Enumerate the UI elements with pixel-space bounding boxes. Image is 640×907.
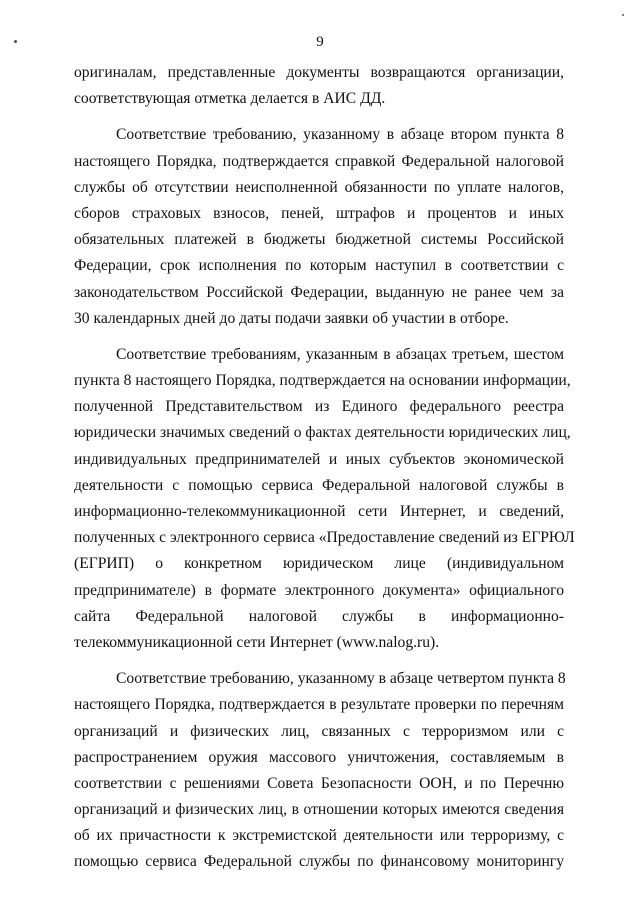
text-line: телекоммуникационной сети Интернет (www.nalog.ru). xyxy=(74,633,440,651)
paragraph-gap xyxy=(74,656,564,666)
page-number: 9 xyxy=(316,34,324,50)
text-line: деятельности с помощью сервиса Федеральной налоговой службы в xyxy=(74,476,564,494)
paragraph xyxy=(74,342,575,656)
scan-speck xyxy=(622,14,624,16)
text-line: юридически значимых сведений о фактах деятельности юридических лиц, xyxy=(74,424,571,442)
paragraph xyxy=(74,60,564,112)
text-line: организаций и физических лиц, связанных с терроризмом или с xyxy=(74,722,564,740)
text-line: настоящего Порядка, подтверждается в результате проверки по перечням xyxy=(74,696,564,714)
text-line: полученной Представительством из Единого федерального реестра xyxy=(74,398,564,416)
text-line: организаций и физических лиц, в отношении которых имеются сведения xyxy=(74,801,564,819)
paragraph-gap xyxy=(74,112,564,122)
text-line: (ЕГРИП) о конкретном юридическом лице (индивидуальном xyxy=(74,555,564,573)
text-line: помощью сервиса Федеральной службы по финансовому мониторингу xyxy=(74,853,564,871)
document-body xyxy=(74,60,575,876)
text-line: об их причастности к экстремистской деятельности или терроризму, с xyxy=(74,827,564,845)
text-line: соответствии с решениями Совета Безопасности ООН, и по Перечню xyxy=(74,774,564,792)
paragraph xyxy=(74,666,564,876)
text-line: обязательных платежей в бюджеты бюджетной системы Российской xyxy=(74,231,564,249)
text-line: службы об отсутствии неисполненной обязанности по уплате налогов, xyxy=(74,178,564,196)
text-line: законодательством Российской Федерации, выданную не ранее чем за xyxy=(74,283,564,301)
text-line: сайта Федеральной налоговой службы в информационно- xyxy=(74,607,564,625)
text-line: сборов страховых взносов, пеней, штрафов и процентов и иных xyxy=(74,204,564,222)
text-line: распространением оружия массового уничтожения, составляемым в xyxy=(74,748,564,766)
text-line: предпринимателе) в формате электронного документа» официального xyxy=(74,581,564,599)
text-line: 30 календарных дней до даты подачи заявки об участии в отборе. xyxy=(74,309,509,327)
text-line: информационно-телекоммуникационной сети Интернет, и сведений, xyxy=(74,503,564,520)
text-line: пункта 8 настоящего Порядка, подтверждается на основании информации, xyxy=(74,372,571,390)
text-line: настоящего Порядка, подтверждается справкой Федеральной налоговой xyxy=(74,152,564,170)
text-line: соответствующая отметка делается в АИС ДД. xyxy=(74,90,386,108)
text-line: оригиналам, представленные документы возвращаются организации, xyxy=(74,64,564,81)
text-line: полученных с электронного сервиса «Предоставление сведений из ЕГРЮЛ xyxy=(74,529,575,547)
text-line: Соответствие требованиям, указанным в абзацах третьем, шестом xyxy=(116,345,564,363)
text-line: индивидуальных предпринимателей и иных субъектов экономической xyxy=(74,450,564,468)
paragraph xyxy=(74,122,564,332)
paragraph-gap xyxy=(74,332,564,342)
text-line: Соответствие требованию, указанному в абзаце втором пункта 8 xyxy=(116,126,564,144)
text-line: Соответствие требованию, указанному в абзаце четвертом пункта 8 xyxy=(116,670,566,688)
text-line: Федерации, срок исполнения по которым наступил в соответствии с xyxy=(74,257,564,275)
